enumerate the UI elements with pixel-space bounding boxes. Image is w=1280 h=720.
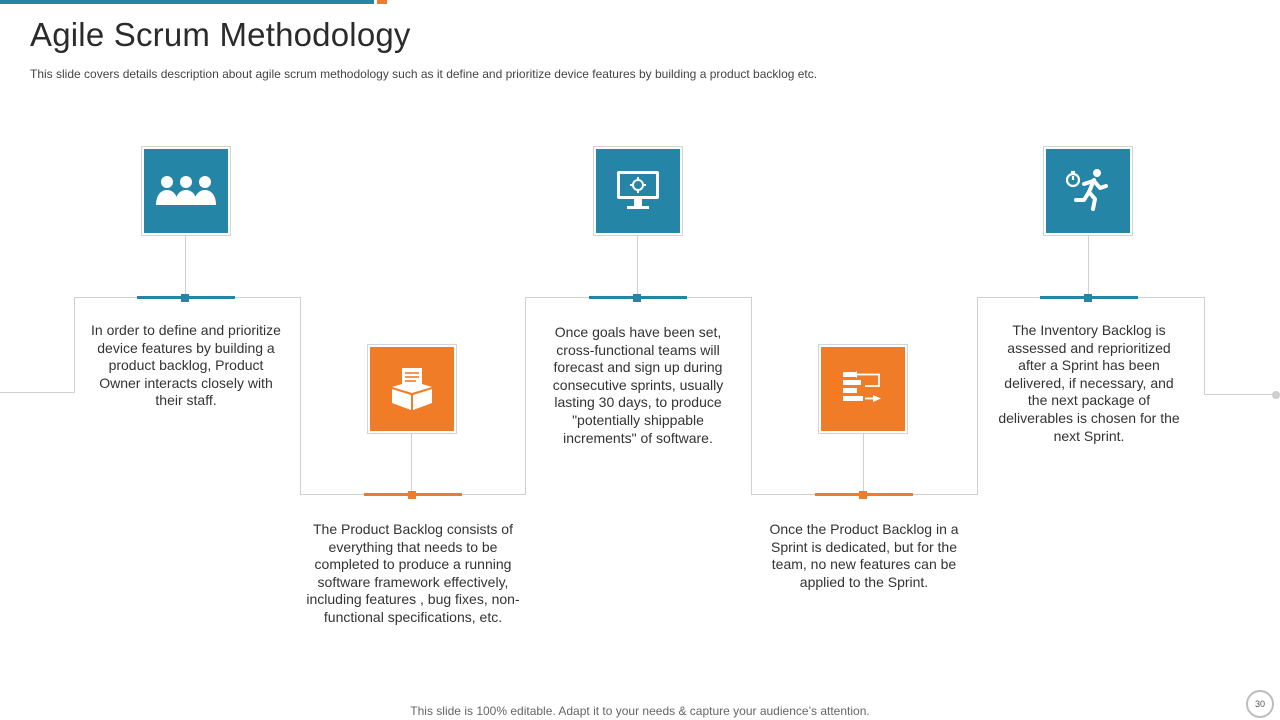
step-3-icon-card (593, 146, 683, 236)
backlog-flow-icon (839, 368, 887, 410)
slide-title: Agile Scrum Methodology (30, 16, 411, 53)
step-1-icon-card (141, 146, 231, 236)
runner-stopwatch-icon (1064, 168, 1112, 214)
product-box-icon (388, 365, 436, 413)
slide-subtitle: This slide covers details description about agile scrum methodology such as it define and prioritize device features by building a product backlog etc. (30, 67, 818, 81)
step-2-text: The Product Backlog consists of everything that needs to be completed to produce a running software framework effectively, including features , bug fixes, non-functional specifications, etc. (306, 521, 520, 625)
timeline-node-4 (859, 491, 867, 499)
page-number-badge (1246, 690, 1274, 718)
monitor-gear-icon (615, 169, 661, 213)
timeline-end-dot (1272, 391, 1280, 399)
step-4-text: Once the Product Backlog in a Sprint is dedicated, but for the team, no new features can be applied to the Sprint. (769, 521, 959, 590)
step-4-icon-card (818, 344, 908, 434)
timeline-node-2 (408, 491, 416, 499)
timeline-node-3 (633, 294, 641, 302)
step-5-text: The Inventory Backlog is assessed and reprioritized after a Sprint has been delivered, if necessary, and the next package of deliverables is chosen for the next Sprint. (998, 322, 1180, 444)
step-1-text: In order to define and prioritize device features by building a product backlog, Product Owner interacts closely with their staff. (91, 322, 281, 409)
page-number: 30 (1254, 699, 1265, 709)
step-5-icon-card (1043, 146, 1133, 236)
timeline-node-1 (181, 294, 189, 302)
slide-footer: This slide is 100% editable. Adapt it to your needs & capture your audience’s attention. (410, 704, 870, 718)
timeline-node-5 (1084, 294, 1092, 302)
step-3-text: Once goals have been set, cross-functional teams will forecast and sign up during consecutive sprints, usually lasting 30 days, to produce "potentially shippable increments" of software. (552, 324, 724, 446)
step-2-icon-card (367, 344, 457, 434)
top-accent-bar-orange (377, 0, 387, 4)
team-icon (155, 171, 217, 211)
top-accent-bar-blue (0, 0, 374, 4)
